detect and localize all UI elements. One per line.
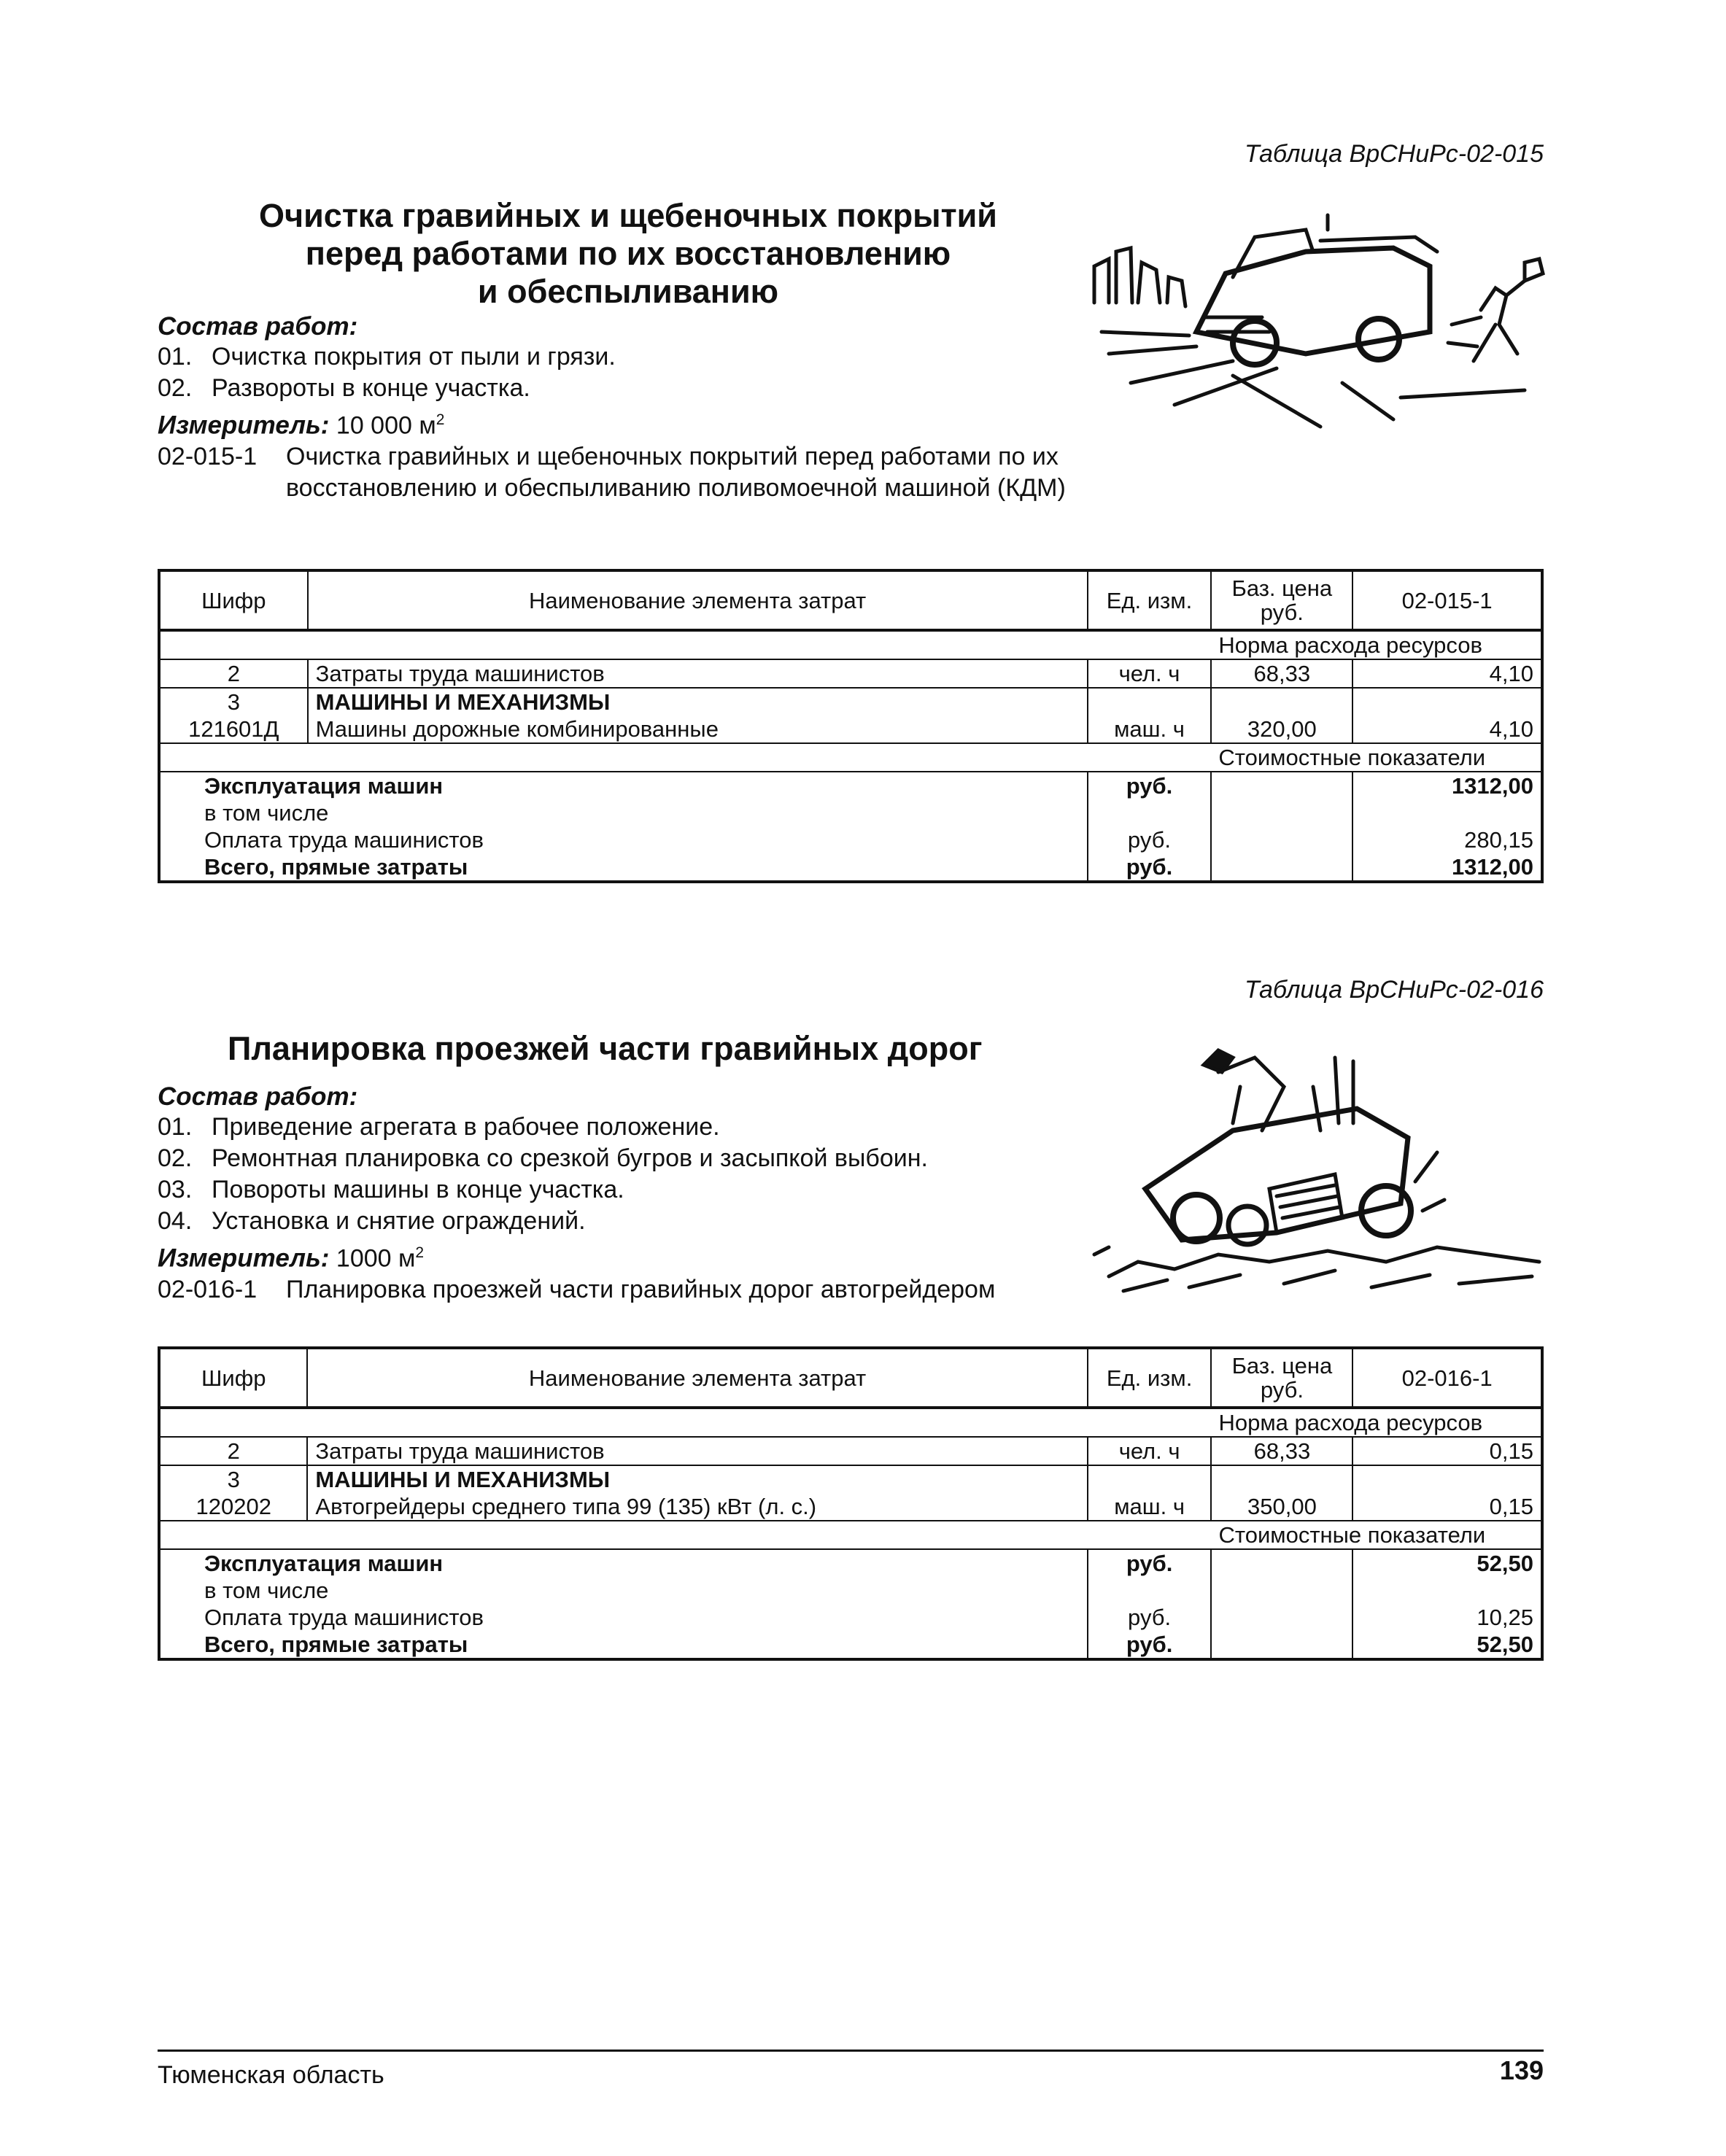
table-header-row <box>159 1348 1542 1408</box>
table-row: 2 Затраты труда машинистов чел. ч 68,33 4,10 <box>159 659 1542 688</box>
section-row <box>159 743 1542 772</box>
header-code: Шифр <box>159 1348 307 1408</box>
header-price: Баз. цена руб. <box>1211 570 1352 630</box>
table-caption: Таблица ВрСНиРс-02-016 <box>1244 976 1544 1004</box>
table-row: Эксплуатация машин руб. 1312,00 <box>159 772 1542 799</box>
norm-code: 02-016-1 <box>158 1276 258 1304</box>
section-row <box>159 630 1542 659</box>
work-composition <box>158 312 1106 504</box>
page-number: 139 <box>1499 2055 1544 2085</box>
motor-grader-illustration <box>1094 1043 1554 1298</box>
section-title <box>158 197 1099 311</box>
norm-description: Очистка гравийных и щебеночных покрытий перед работами по их восстановлению и обеспыливанию поливомоечной машиной (КДМ) <box>286 443 1066 503</box>
section-row <box>159 1408 1542 1437</box>
section-label: Стоимостные показатели <box>1211 743 1542 772</box>
section-label: Стоимостные показатели <box>1211 1521 1542 1549</box>
measure: Измеритель: 10 000 $м^2$ <box>158 411 445 440</box>
header-norm: 02-015-1 <box>1352 570 1542 630</box>
table-row: 2 Затраты труда машинистов чел. ч 68,33 0,15 <box>159 1437 1542 1465</box>
table-row: Оплата труда машинистов руб. 10,25 <box>159 1604 1542 1631</box>
title-line: и обеспыливанию <box>477 273 779 310</box>
table-row: Всего, прямые затраты руб. 1312,00 <box>159 853 1542 882</box>
work-item: 03. Повороты машины в конце участка. <box>158 1176 624 1203</box>
table-row: 3 МАШИНЫ И МЕХАНИЗМЫ <box>159 1465 1542 1493</box>
norm-code-row <box>158 441 1106 504</box>
norm-code: 02-015-1 <box>158 443 258 471</box>
work-label: Состав работ: <box>158 1082 358 1111</box>
table-row: Всего, прямые затраты руб. 52,50 <box>159 1631 1542 1659</box>
work-item: 01. Очистка покрытия от пыли и грязи. <box>158 343 616 371</box>
title-line: Очистка гравийных и щебеночных покрытий <box>259 197 997 234</box>
resource-table <box>158 1346 1544 1661</box>
header-unit: Ед. изм. <box>1088 1348 1212 1408</box>
table-row: в том числе <box>159 799 1542 826</box>
norm-code-row <box>158 1274 1106 1306</box>
footer-divider <box>158 2050 1544 2052</box>
measure: Измеритель: 1000 $м^2$ <box>158 1244 425 1273</box>
work-item: 01. Приведение агрегата в рабочее положение. <box>158 1113 720 1141</box>
resource-table <box>158 569 1544 883</box>
section-label: Норма расхода ресурсов <box>1218 632 1482 658</box>
work-item: 02. Развороты в конце участка. <box>158 374 530 402</box>
header-name: Наименование элемента затрат <box>307 1348 1087 1408</box>
table-caption: Таблица ВрСНиРс-02-015 <box>1244 140 1544 168</box>
header-unit: Ед. изм. <box>1088 570 1212 630</box>
header-code: Шифр <box>159 570 308 630</box>
section-row <box>159 1521 1542 1549</box>
section-label: Норма расхода ресурсов <box>1218 1410 1483 1435</box>
header-price: Баз. цена руб. <box>1211 1348 1352 1408</box>
table-row: Оплата труда машинистов руб. 280,15 <box>159 826 1542 853</box>
title-line: перед работами по их восстановлению <box>305 235 951 272</box>
work-composition <box>158 1082 1106 1306</box>
table-row: 121601Д Машины дорожные комбинированные маш. ч 320,00 4,10 <box>159 716 1542 743</box>
table-row: 3 МАШИНЫ И МЕХАНИЗМЫ <box>159 688 1542 716</box>
work-item: 04. Установка и снятие ограждений. <box>158 1207 586 1235</box>
norm-description: Планировка проезжей части гравийных дорог автогрейдером <box>286 1276 996 1304</box>
header-name: Наименование элемента затрат <box>308 570 1088 630</box>
table-row: Эксплуатация машин руб. 52,50 <box>159 1549 1542 1577</box>
work-label: Состав работ: <box>158 312 358 341</box>
header-norm: 02-016-1 <box>1352 1348 1542 1408</box>
work-item: 02. Ремонтная планировка со срезкой бугров и засыпкой выбоин. <box>158 1144 928 1172</box>
table-row: в том числе <box>159 1577 1542 1604</box>
section-title: Планировка проезжей части гравийных дорог <box>228 1030 983 1067</box>
footer-region: Тюменская область <box>158 2061 384 2089</box>
table-header-row <box>159 570 1542 630</box>
street-sweeper-truck-illustration <box>1087 208 1554 434</box>
table-row: 120202 Автогрейдеры среднего типа 99 (135) кВт (л. с.) маш. ч 350,00 0,15 <box>159 1493 1542 1521</box>
